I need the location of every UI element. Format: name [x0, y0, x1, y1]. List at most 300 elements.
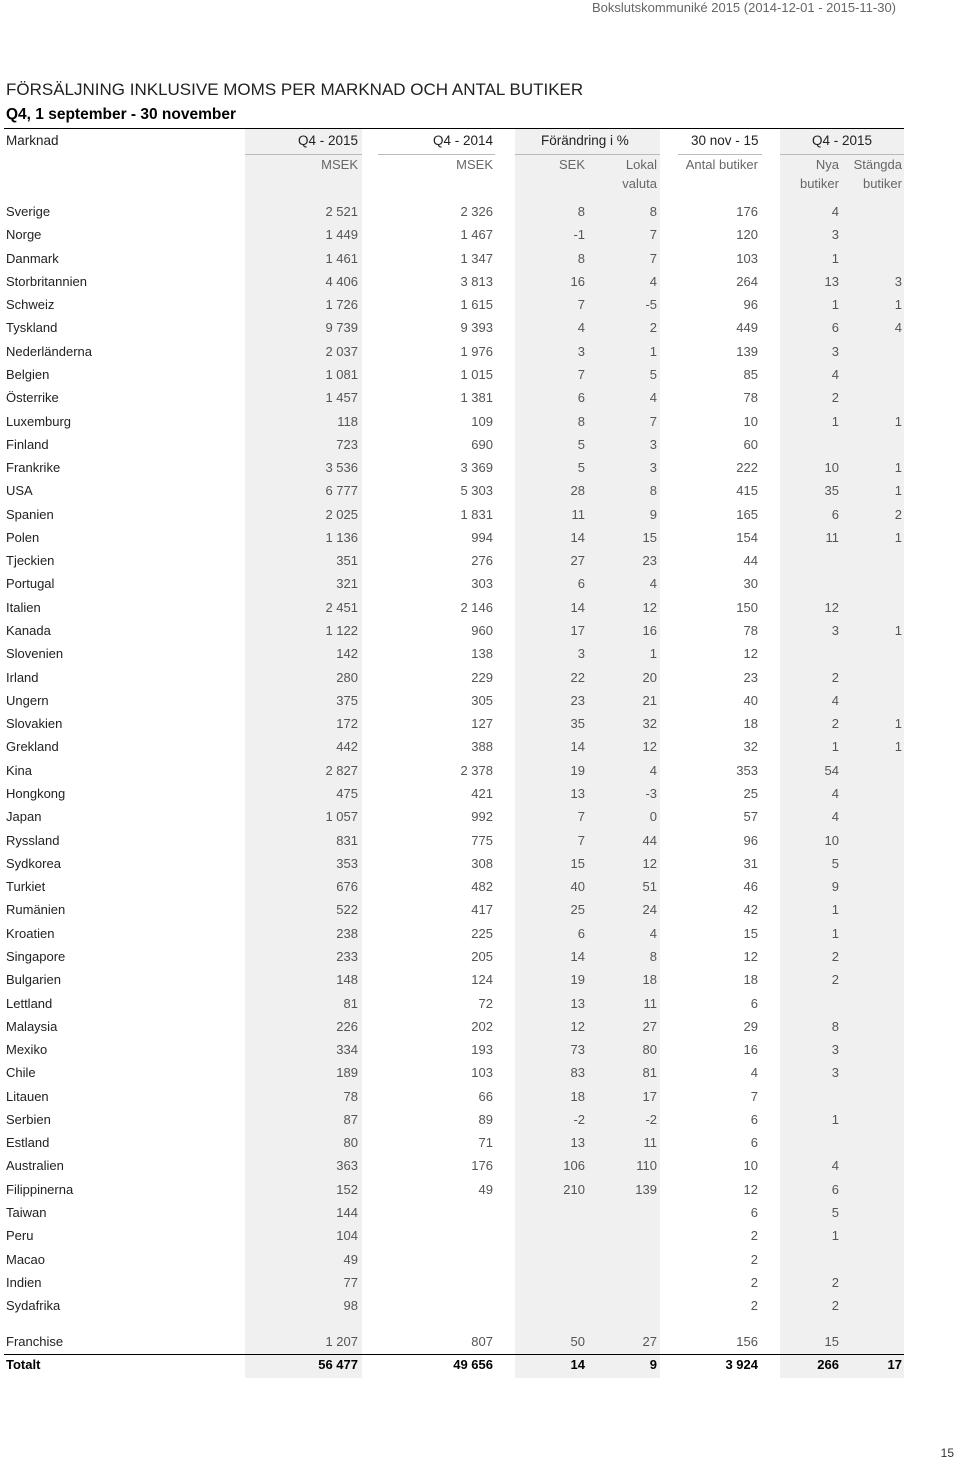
- cell-q4-2014: 109: [471, 414, 493, 429]
- country-name: Serbien: [6, 1112, 51, 1127]
- cell-change-sek: 28: [570, 483, 585, 498]
- country-name: Indien: [6, 1275, 42, 1290]
- cell-q4-2015: 56 477: [318, 1357, 358, 1372]
- country-name: Danmark: [6, 251, 59, 266]
- cell-new-stores: 4: [831, 1158, 839, 1173]
- cell-new-stores: 9: [831, 879, 839, 894]
- cell-q4-2015: 1 081: [325, 367, 358, 382]
- cell-change-sek: 12: [570, 1019, 585, 1034]
- cell-stores: 6: [750, 1112, 758, 1127]
- cell-q4-2015: 353: [336, 856, 358, 871]
- cell-change-sek: 14: [570, 530, 585, 545]
- cell-q4-2014: 417: [471, 902, 493, 917]
- cell-q4-2015: 81: [343, 996, 358, 1011]
- cell-q4-2015: 78: [343, 1089, 358, 1104]
- cell-closed-stores: 17: [887, 1357, 902, 1372]
- cell-q4-2014: 138: [471, 646, 493, 661]
- cell-q4-2014: 127: [471, 716, 493, 731]
- country-name: Malaysia: [6, 1019, 58, 1034]
- cell-q4-2015: 2 827: [325, 763, 358, 778]
- cell-new-stores: 6: [831, 507, 839, 522]
- cell-q4-2014: 1 015: [460, 367, 493, 382]
- cell-q4-2015: 1 726: [325, 297, 358, 312]
- cell-new-stores: 35: [824, 483, 839, 498]
- cell-change-sek: 73: [570, 1042, 585, 1057]
- cell-change-sek: -2: [573, 1112, 585, 1127]
- cell-change-local: 5: [649, 367, 657, 382]
- cell-stores: 176: [736, 204, 758, 219]
- cell-q4-2014: 193: [471, 1042, 493, 1057]
- subheader-msek-2014: MSEK: [456, 157, 493, 172]
- cell-q4-2015: 49: [343, 1252, 358, 1267]
- cell-change-sek: 27: [570, 553, 585, 568]
- cell-q4-2015: 6 777: [325, 483, 358, 498]
- cell-q4-2015: 2 025: [325, 507, 358, 522]
- cell-new-stores: 13: [824, 274, 839, 289]
- cell-new-stores: 3: [831, 344, 839, 359]
- cell-change-sek: 210: [563, 1182, 585, 1197]
- cell-new-stores: 4: [831, 809, 839, 824]
- cell-change-sek: 106: [563, 1158, 585, 1173]
- cell-stores: 353: [736, 763, 758, 778]
- cell-q4-2015: 9 739: [325, 320, 358, 335]
- cell-q4-2015: 152: [336, 1182, 358, 1197]
- cell-change-local: -3: [645, 786, 657, 801]
- cell-new-stores: 10: [824, 460, 839, 475]
- cell-new-stores: 1: [831, 297, 839, 312]
- subheader-lokal: Lokal: [625, 157, 657, 172]
- cell-change-sek: 13: [570, 996, 585, 1011]
- country-name: Storbritannien: [6, 274, 87, 289]
- cell-new-stores: 266: [817, 1357, 839, 1372]
- cell-stores: 415: [736, 483, 758, 498]
- cell-stores: 16: [743, 1042, 758, 1057]
- cell-change-local: 0: [649, 809, 657, 824]
- cell-q4-2015: 104: [336, 1228, 358, 1243]
- cell-q4-2014: 124: [471, 972, 493, 987]
- cell-q4-2015: 87: [343, 1112, 358, 1127]
- header-30nov: 30 nov - 15: [691, 133, 759, 148]
- cell-new-stores: 8: [831, 1019, 839, 1034]
- cell-stores: 25: [743, 786, 758, 801]
- cell-q4-2015: 77: [343, 1275, 358, 1290]
- cell-stores: 154: [736, 530, 758, 545]
- cell-stores: 12: [743, 1182, 758, 1197]
- rule-under-q4-2015-stores: [780, 154, 904, 155]
- header-marknad: Marknad: [6, 133, 59, 148]
- cell-stores: 96: [743, 297, 758, 312]
- cell-q4-2015: 1 461: [325, 251, 358, 266]
- cell-change-sek: 15: [570, 856, 585, 871]
- cell-change-local: 4: [649, 390, 657, 405]
- country-name: Mexiko: [6, 1042, 48, 1057]
- cell-q4-2015: 475: [336, 786, 358, 801]
- country-name: Sverige: [6, 204, 51, 219]
- cell-q4-2014: 71: [478, 1135, 493, 1150]
- rule-under-q4-2015: [245, 154, 362, 155]
- header-forandring: Förändring i %: [541, 133, 629, 148]
- cell-q4-2014: 482: [471, 879, 493, 894]
- cell-new-stores: 15: [824, 1334, 839, 1349]
- cell-change-local: 16: [642, 623, 657, 638]
- cell-change-local: -2: [645, 1112, 657, 1127]
- cell-closed-stores: 1: [894, 414, 902, 429]
- cell-stores: 103: [736, 251, 758, 266]
- cell-stores: 4: [750, 1065, 758, 1080]
- country-name: Lettland: [6, 996, 53, 1011]
- cell-q4-2014: 9 393: [460, 320, 493, 335]
- cell-stores: 46: [743, 879, 758, 894]
- total-rule: [4, 1354, 904, 1355]
- cell-change-local: 12: [642, 739, 657, 754]
- cell-stores: 40: [743, 693, 758, 708]
- cell-stores: 2: [750, 1228, 758, 1243]
- cell-stores: 96: [743, 833, 758, 848]
- country-name: Franchise: [6, 1334, 64, 1349]
- cell-change-local: 2: [649, 320, 657, 335]
- cell-change-local: 9: [649, 507, 657, 522]
- cell-change-sek: 14: [570, 949, 585, 964]
- cell-change-sek: 13: [570, 786, 585, 801]
- cell-change-local: 21: [642, 693, 657, 708]
- cell-change-local: 51: [642, 879, 657, 894]
- country-name: Estland: [6, 1135, 50, 1150]
- country-name: Irland: [6, 670, 39, 685]
- cell-new-stores: 1: [831, 414, 839, 429]
- cell-change-local: 20: [642, 670, 657, 685]
- cell-stores: 6: [750, 1135, 758, 1150]
- cell-change-sek: 17: [570, 623, 585, 638]
- cell-new-stores: 1: [831, 926, 839, 941]
- country-name: Norge: [6, 227, 42, 242]
- cell-new-stores: 4: [831, 204, 839, 219]
- cell-q4-2014: 66: [478, 1089, 493, 1104]
- country-name: Italien: [6, 600, 41, 615]
- cell-q4-2014: 3 369: [460, 460, 493, 475]
- cell-stores: 150: [736, 600, 758, 615]
- cell-change-local: 81: [642, 1065, 657, 1080]
- subheader-stangda: Stängda: [853, 157, 902, 172]
- rule-under-30nov: [678, 154, 762, 155]
- cell-stores: 6: [750, 996, 758, 1011]
- country-name: Nederländerna: [6, 344, 93, 359]
- cell-q4-2014: 421: [471, 786, 493, 801]
- country-name: Macao: [6, 1252, 46, 1267]
- cell-change-sek: 7: [577, 809, 585, 824]
- cell-new-stores: 54: [824, 763, 839, 778]
- country-name: Finland: [6, 437, 49, 452]
- cell-closed-stores: 1: [894, 297, 902, 312]
- cell-q4-2014: 49: [478, 1182, 493, 1197]
- cell-q4-2014: 1 831: [460, 507, 493, 522]
- cell-change-sek: 14: [570, 600, 585, 615]
- cell-stores: 10: [743, 414, 758, 429]
- cell-stores: 165: [736, 507, 758, 522]
- cell-stores: 18: [743, 716, 758, 731]
- subheader-nya-butiker: butiker: [799, 176, 839, 191]
- cell-stores: 156: [736, 1334, 758, 1349]
- country-name: Grekland: [6, 739, 59, 754]
- country-name: Rumänien: [6, 902, 66, 917]
- cell-new-stores: 6: [831, 320, 839, 335]
- cell-stores: 2: [750, 1275, 758, 1290]
- header-q4-2014: Q4 - 2014: [432, 133, 493, 148]
- cell-change-sek: 4: [577, 320, 585, 335]
- cell-q4-2015: 189: [336, 1065, 358, 1080]
- cell-q4-2015: 1 207: [325, 1334, 358, 1349]
- country-name: Kroatien: [6, 926, 55, 941]
- country-name: Australien: [6, 1158, 64, 1173]
- cell-stores: 85: [743, 367, 758, 382]
- cell-q4-2014: 1 615: [460, 297, 493, 312]
- subheader-sek: SEK: [558, 157, 585, 172]
- cell-closed-stores: 1: [894, 460, 902, 475]
- country-name: Hongkong: [6, 786, 66, 801]
- cell-change-local: 7: [649, 414, 657, 429]
- cell-closed-stores: 2: [894, 507, 902, 522]
- cell-change-local: 12: [642, 856, 657, 871]
- header-q4-2015: Q4 - 2015: [297, 133, 358, 148]
- cell-closed-stores: 4: [894, 320, 902, 335]
- cell-change-local: 12: [642, 600, 657, 615]
- cell-q4-2014: 305: [471, 693, 493, 708]
- country-name: Polen: [6, 530, 40, 545]
- cell-new-stores: 2: [831, 1298, 839, 1313]
- cell-change-sek: 3: [577, 646, 585, 661]
- cell-change-local: 8: [649, 483, 657, 498]
- country-name: Filippinerna: [6, 1182, 74, 1197]
- cell-q4-2014: 303: [471, 576, 493, 591]
- cell-q4-2015: 280: [336, 670, 358, 685]
- cell-q4-2014: 1 976: [460, 344, 493, 359]
- cell-q4-2014: 72: [478, 996, 493, 1011]
- subheader-msek-2015: MSEK: [321, 157, 358, 172]
- cell-change-local: 17: [642, 1089, 657, 1104]
- country-name: Schweiz: [6, 297, 55, 312]
- cell-closed-stores: 1: [894, 530, 902, 545]
- subheader-nya: Nya: [815, 157, 839, 172]
- cell-change-sek: 19: [570, 972, 585, 987]
- cell-stores: 30: [743, 576, 758, 591]
- cell-change-sek: 8: [577, 204, 585, 219]
- cell-stores: 6: [750, 1205, 758, 1220]
- cell-change-sek: 16: [570, 274, 585, 289]
- country-name: Litauen: [6, 1089, 49, 1104]
- cell-new-stores: 1: [831, 902, 839, 917]
- cell-new-stores: 5: [831, 856, 839, 871]
- cell-stores: 44: [743, 553, 758, 568]
- cell-q4-2015: 148: [336, 972, 358, 987]
- cell-stores: 78: [743, 390, 758, 405]
- cell-closed-stores: 3: [894, 274, 902, 289]
- cell-new-stores: 5: [831, 1205, 839, 1220]
- cell-q4-2015: 363: [336, 1158, 358, 1173]
- cell-stores: 264: [736, 274, 758, 289]
- cell-change-local: 1: [649, 646, 657, 661]
- country-name: Tjeckien: [6, 553, 55, 568]
- cell-q4-2014: 5 303: [460, 483, 493, 498]
- cell-change-sek: 14: [570, 1357, 585, 1372]
- cell-q4-2015: 831: [336, 833, 358, 848]
- cell-stores: 12: [743, 646, 758, 661]
- cell-stores: 7: [750, 1089, 758, 1104]
- cell-q4-2014: 388: [471, 739, 493, 754]
- cell-change-sek: -1: [573, 227, 585, 242]
- cell-change-local: 11: [643, 996, 657, 1011]
- cell-q4-2015: 375: [336, 693, 358, 708]
- cell-stores: 3 924: [725, 1357, 758, 1372]
- cell-new-stores: 3: [831, 623, 839, 638]
- country-name: Sydafrika: [6, 1298, 61, 1313]
- cell-change-sek: 19: [570, 763, 585, 778]
- cell-change-local: 27: [642, 1019, 657, 1034]
- cell-q4-2015: 442: [336, 739, 358, 754]
- cell-change-local: 15: [642, 530, 657, 545]
- cell-stores: 2: [750, 1298, 758, 1313]
- cell-q4-2014: 205: [471, 949, 493, 964]
- cell-stores: 2: [750, 1252, 758, 1267]
- cell-change-sek: 8: [577, 414, 585, 429]
- cell-new-stores: 12: [824, 600, 839, 615]
- cell-change-sek: 25: [570, 902, 585, 917]
- cell-q4-2015: 98: [343, 1298, 358, 1313]
- cell-change-local: -5: [645, 297, 657, 312]
- rule-under-change: [515, 154, 660, 155]
- cell-stores: 15: [743, 926, 758, 941]
- cell-change-local: 27: [642, 1334, 657, 1349]
- cell-change-local: 110: [636, 1158, 657, 1173]
- cell-change-local: 80: [642, 1042, 657, 1057]
- rule-under-q4-2014: [378, 154, 495, 155]
- cell-q4-2015: 1 457: [325, 390, 358, 405]
- cell-closed-stores: 1: [894, 623, 902, 638]
- cell-change-sek: 7: [577, 367, 585, 382]
- cell-q4-2014: 2 378: [460, 763, 493, 778]
- country-name: USA: [6, 483, 33, 498]
- cell-q4-2014: 49 656: [453, 1357, 493, 1372]
- cell-change-sek: 5: [577, 437, 585, 452]
- cell-q4-2015: 172: [336, 716, 358, 731]
- cell-q4-2015: 118: [337, 414, 358, 429]
- cell-stores: 18: [743, 972, 758, 987]
- cell-q4-2014: 276: [471, 553, 493, 568]
- cell-q4-2015: 1 449: [325, 227, 358, 242]
- cell-change-local: 9: [649, 1357, 657, 1372]
- cell-q4-2014: 176: [471, 1158, 493, 1173]
- cell-q4-2015: 2 451: [325, 600, 358, 615]
- country-name: Sydkorea: [6, 856, 61, 871]
- cell-q4-2015: 2 521: [325, 204, 358, 219]
- cell-change-local: 4: [649, 926, 657, 941]
- cell-q4-2014: 994: [471, 530, 493, 545]
- cell-q4-2014: 89: [478, 1112, 493, 1127]
- cell-new-stores: 6: [831, 1182, 839, 1197]
- cell-q4-2014: 690: [471, 437, 493, 452]
- cell-change-sek: 6: [577, 926, 585, 941]
- country-name: Slovakien: [6, 716, 63, 731]
- cell-q4-2015: 522: [336, 902, 358, 917]
- cell-q4-2014: 2 326: [460, 204, 493, 219]
- country-name: Totalt: [6, 1357, 41, 1372]
- country-name: Slovenien: [6, 646, 64, 661]
- cell-stores: 29: [743, 1019, 758, 1034]
- cell-q4-2014: 1 381: [460, 390, 493, 405]
- cell-stores: 42: [743, 902, 758, 917]
- country-name: Turkiet: [6, 879, 46, 894]
- cell-stores: 78: [743, 623, 758, 638]
- country-name: Chile: [6, 1065, 36, 1080]
- cell-q4-2014: 807: [471, 1334, 493, 1349]
- cell-q4-2015: 1 057: [325, 809, 358, 824]
- cell-change-local: 44: [642, 833, 657, 848]
- cell-stores: 31: [743, 856, 758, 871]
- cell-change-sek: 7: [577, 297, 585, 312]
- cell-q4-2015: 226: [336, 1019, 358, 1034]
- cell-stores: 32: [743, 739, 758, 754]
- cell-stores: 449: [736, 320, 758, 335]
- country-name: Luxemburg: [6, 414, 72, 429]
- cell-change-sek: 18: [570, 1089, 585, 1104]
- cell-new-stores: 4: [831, 367, 839, 382]
- cell-q4-2015: 238: [336, 926, 358, 941]
- subheader-stangda-butiker: butiker: [862, 176, 902, 191]
- cell-q4-2014: 960: [471, 623, 493, 638]
- cell-q4-2014: 225: [471, 926, 493, 941]
- cell-q4-2015: 3 536: [325, 460, 358, 475]
- cell-stores: 57: [743, 809, 758, 824]
- country-name: Tyskland: [6, 320, 58, 335]
- cell-change-local: 7: [649, 227, 657, 242]
- country-name: Kanada: [6, 623, 51, 638]
- cell-closed-stores: 1: [894, 483, 902, 498]
- cell-new-stores: 3: [831, 1042, 839, 1057]
- cell-stores: 10: [743, 1158, 758, 1173]
- cell-change-local: 7: [649, 251, 657, 266]
- table-top-rule: [4, 128, 904, 129]
- cell-q4-2015: 321: [336, 576, 358, 591]
- cell-change-sek: 14: [570, 739, 585, 754]
- country-name: Ungern: [6, 693, 49, 708]
- cell-change-sek: 40: [570, 879, 585, 894]
- cell-new-stores: 10: [824, 833, 839, 848]
- cell-q4-2015: 676: [336, 879, 358, 894]
- cell-q4-2014: 3 813: [460, 274, 493, 289]
- cell-q4-2014: 202: [471, 1019, 493, 1034]
- cell-stores: 12: [743, 949, 758, 964]
- cell-q4-2014: 1 467: [460, 227, 493, 242]
- cell-change-sek: 22: [570, 670, 585, 685]
- country-name: Singapore: [6, 949, 66, 964]
- cell-q4-2015: 723: [336, 437, 358, 452]
- country-name: Belgien: [6, 367, 50, 382]
- country-name: Kina: [6, 763, 33, 778]
- cell-new-stores: 3: [831, 1065, 839, 1080]
- cell-change-sek: 7: [577, 833, 585, 848]
- cell-change-sek: 6: [577, 390, 585, 405]
- cell-change-sek: 5: [577, 460, 585, 475]
- page-number: 15: [940, 1446, 954, 1460]
- cell-new-stores: 1: [831, 1112, 839, 1127]
- cell-q4-2014: 2 146: [460, 600, 493, 615]
- subheader-antal-butiker: Antal butiker: [685, 157, 758, 172]
- cell-change-local: 18: [642, 972, 657, 987]
- cell-q4-2014: 992: [471, 809, 493, 824]
- cell-new-stores: 1: [831, 251, 839, 266]
- cell-q4-2015: 2 037: [325, 344, 358, 359]
- cell-change-sek: 50: [570, 1334, 585, 1349]
- cell-new-stores: 3: [831, 227, 839, 242]
- cell-q4-2015: 233: [336, 949, 358, 964]
